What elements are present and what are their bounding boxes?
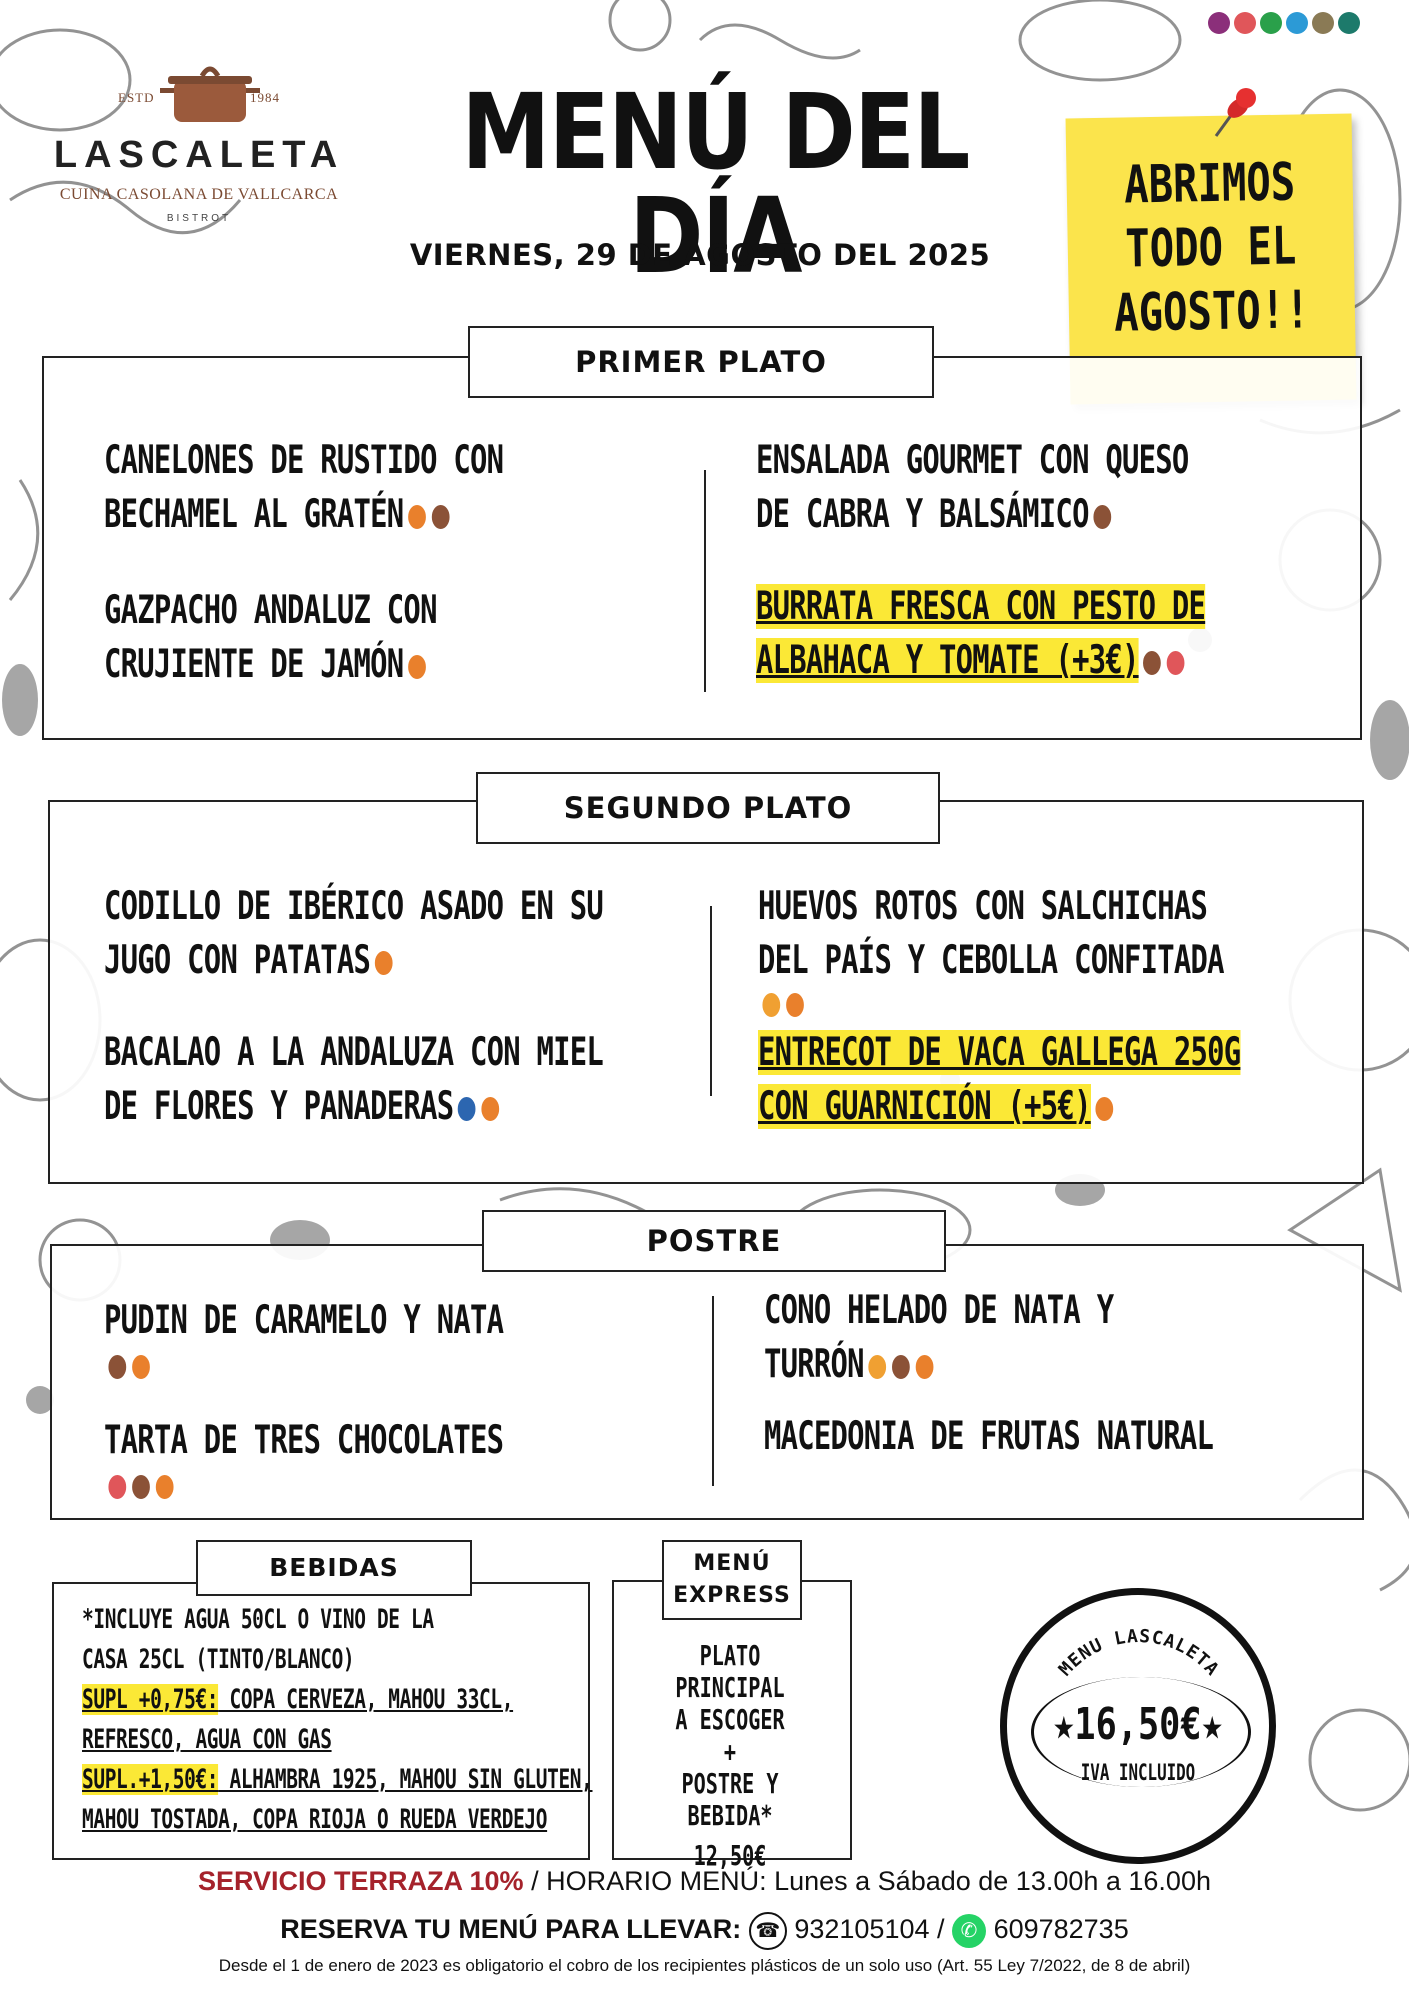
- express-line: POSTRE Y: [681, 1767, 779, 1800]
- express-line: BEBIDA*: [687, 1799, 773, 1832]
- dish-line: MACEDONIA DE FRUTAS NATURAL: [764, 1414, 1214, 1459]
- express-description: [645, 1640, 815, 1872]
- nuts-icon: [1234, 12, 1256, 34]
- dish-line: BECHAMEL AL GRATÉN: [104, 492, 404, 537]
- logo-tagline: CUINA CASOLANA DE VALLCARCA: [59, 186, 339, 203]
- badge-iva: IVA INCLUIDO: [1080, 1761, 1196, 1786]
- dairy-icon: [1142, 649, 1163, 677]
- dish-burrata: [756, 580, 1205, 688]
- dish-line: JUGO CON PATATAS: [104, 938, 371, 983]
- mollusc-icon: [1338, 12, 1360, 34]
- dish-canelones: [104, 434, 503, 542]
- menu-price-badge: [1000, 1588, 1276, 1864]
- gluten-icon: [785, 991, 806, 1019]
- allergen-legend-strip: [1208, 12, 1398, 46]
- dish-line: DE FLORES Y PANADERAS: [104, 1084, 454, 1129]
- dish-line: BACALAO A LA ANDALUZA CON MIEL: [104, 1030, 604, 1075]
- supplement-label: SUPL +0,75€:: [82, 1684, 219, 1715]
- segundo-plato-label: SEGUNDO PLATO: [476, 772, 940, 844]
- segundo-plato-divider: [710, 906, 712, 1096]
- postre-divider: [712, 1296, 714, 1486]
- bebidas-includes: [82, 1600, 592, 1840]
- dish-line: ENSALADA GOURMET CON QUESO: [756, 438, 1189, 483]
- gluten-icon: [373, 949, 394, 977]
- primer-plato-label: PRIMER PLATO: [468, 326, 934, 398]
- dish-line: PUDIN DE CARAMELO Y NATA: [104, 1298, 504, 1343]
- sticky-line-1: ABRIMOS: [1123, 152, 1296, 216]
- push-pin-icon: [1202, 84, 1262, 144]
- cooking-pot-icon: [160, 58, 260, 128]
- logo-subtitle: BISTROT: [166, 213, 232, 224]
- reserve-label: RESERVA TU MENÚ PARA LLEVAR:: [280, 1914, 742, 1945]
- nuts-icon: [1165, 649, 1186, 677]
- logo-year: 1984: [250, 90, 280, 105]
- dish-line: CODILLO DE IBÉRICO ASADO EN SU: [104, 884, 604, 929]
- dish-codillo: [104, 880, 603, 988]
- restaurant-logo: [40, 58, 360, 238]
- express-label-line: EXPRESS: [673, 1583, 791, 1608]
- footer-reserve-line: [0, 1912, 1409, 1950]
- dish-macedonia: [764, 1410, 1213, 1464]
- logo-estd-label: ESTD: [118, 90, 155, 105]
- dairy-icon: [1092, 503, 1113, 531]
- dish-gazpacho: [104, 584, 437, 692]
- bebidas-label: BEBIDAS: [196, 1540, 472, 1596]
- fish-icon: [456, 1095, 477, 1123]
- egg-icon: [761, 991, 782, 1019]
- dish-bacalao: [104, 1026, 603, 1134]
- dish-huevos-rotos: [758, 880, 1224, 1019]
- opening-hours: / HORARIO MENÚ: Lunes a Sábado de 13.00h a 16.00h: [523, 1866, 1211, 1896]
- sticky-line-3: AGOSTO!!: [1113, 280, 1311, 344]
- svg-text:MENU LASCALETA: [1055, 1626, 1223, 1680]
- dish-line: HUEVOS ROTOS CON SALCHICHAS: [758, 884, 1208, 929]
- dish-entrecot: [758, 1026, 1240, 1134]
- gluten-icon: [406, 503, 427, 531]
- legal-notice: Desde el 1 de enero de 2023 es obligatorio el cobro de los recipientes plásticos de un solo uso (Art. 55 Ley 7/2022, de 8 de abril): [218, 1956, 1191, 1975]
- express-line: PLATO PRINCIPAL: [675, 1639, 785, 1704]
- separator: /: [937, 1914, 945, 1945]
- gluten-icon: [1094, 1095, 1115, 1123]
- menu-date: VIERNES, 29 DE AGOSTO DEL 2025: [409, 238, 991, 272]
- dish-ensalada-gourmet: [756, 434, 1189, 542]
- supplement-text: MAHOU TOSTADA, COPA RIOJA O RUEDA VERDEJO: [82, 1804, 548, 1835]
- whatsapp-number[interactable]: 609782735: [993, 1914, 1129, 1945]
- express-plus: +: [723, 1735, 737, 1768]
- dish-line: GAZPACHO ANDALUZ CON: [104, 588, 437, 633]
- page-title: MENÚ DEL DÍA: [461, 71, 969, 297]
- dairy-icon: [131, 1473, 152, 1501]
- dish-line: TARTA DE TRES CHOCOLATES: [104, 1418, 504, 1463]
- dish-line: CANELONES DE RUSTIDO CON: [104, 438, 504, 483]
- logo-name: LASCALETA: [53, 134, 345, 176]
- sesame-icon: [1312, 12, 1334, 34]
- dish-line: CON GUARNICIÓN (+5€): [758, 1084, 1091, 1129]
- bebidas-line: *INCLUYE AGUA 50CL O VINO DE LA: [82, 1604, 434, 1635]
- menu-express-label: [662, 1540, 802, 1620]
- supplement-text: REFRESCO, AGUA CON GAS: [82, 1724, 332, 1755]
- dish-line: CONO HELADO DE NATA Y: [764, 1288, 1114, 1333]
- dairy-icon: [107, 1353, 128, 1381]
- dish-pudin: [104, 1294, 503, 1382]
- dish-line: CRUJIENTE DE JAMÓN: [104, 642, 404, 687]
- gluten-icon: [480, 1095, 501, 1123]
- whatsapp-icon: ✆: [952, 1914, 986, 1948]
- celery-icon: [1260, 12, 1282, 34]
- terraza-surcharge: SERVICIO TERRAZA 10%: [198, 1866, 524, 1896]
- express-price: 12,50€: [693, 1839, 767, 1872]
- crustacean-icon: [1286, 12, 1308, 34]
- badge-price: ★16,50€★: [1053, 1699, 1223, 1750]
- dairy-icon: [890, 1353, 911, 1381]
- dish-line: ALBAHACA Y TOMATE (+3€): [756, 638, 1139, 683]
- postre-label: POSTRE: [482, 1210, 946, 1272]
- gluten-icon: [131, 1353, 152, 1381]
- dish-line: ENTRECOT DE VACA GALLEGA 250G: [758, 1030, 1241, 1075]
- gluten-icon: [154, 1473, 175, 1501]
- dish-tarta-chocolates: [104, 1414, 503, 1502]
- gluten-icon: [406, 653, 427, 681]
- supplement-text: COPA CERVEZA, MAHOU 33CL,: [218, 1684, 514, 1715]
- supplement-text: ALHAMBRA 1925, MAHOU SIN GLUTEN,: [218, 1764, 593, 1795]
- gluten-icon: [914, 1353, 935, 1381]
- dish-cono-helado: [764, 1284, 1113, 1392]
- badge-arc-label: MENU LASCALETA: [1054, 1625, 1224, 1681]
- phone-icon: ☎: [749, 1912, 787, 1950]
- sulfites-icon: [1208, 12, 1230, 34]
- dish-line: TURRÓN: [764, 1342, 864, 1387]
- dish-line: DEL PAÍS Y CEBOLLA CONFITADA: [758, 938, 1224, 983]
- primer-plato-divider: [704, 470, 706, 692]
- egg-icon: [867, 1353, 888, 1381]
- dish-line: DE CABRA Y BALSÁMICO: [756, 492, 1089, 537]
- express-label-line: MENÚ: [693, 1551, 771, 1576]
- sticky-line-2: TODO EL: [1124, 216, 1297, 280]
- dish-line: BURRATA FRESCA CON PESTO DE: [756, 584, 1206, 629]
- nuts-icon: [107, 1473, 128, 1501]
- supplement-label: SUPL.+1,50€:: [82, 1764, 219, 1795]
- phone-number[interactable]: 932105104: [794, 1914, 930, 1945]
- bebidas-line: CASA 25CL (TINTO/BLANCO): [82, 1644, 355, 1675]
- dairy-icon: [430, 503, 451, 531]
- express-line: A ESCOGER: [675, 1703, 785, 1736]
